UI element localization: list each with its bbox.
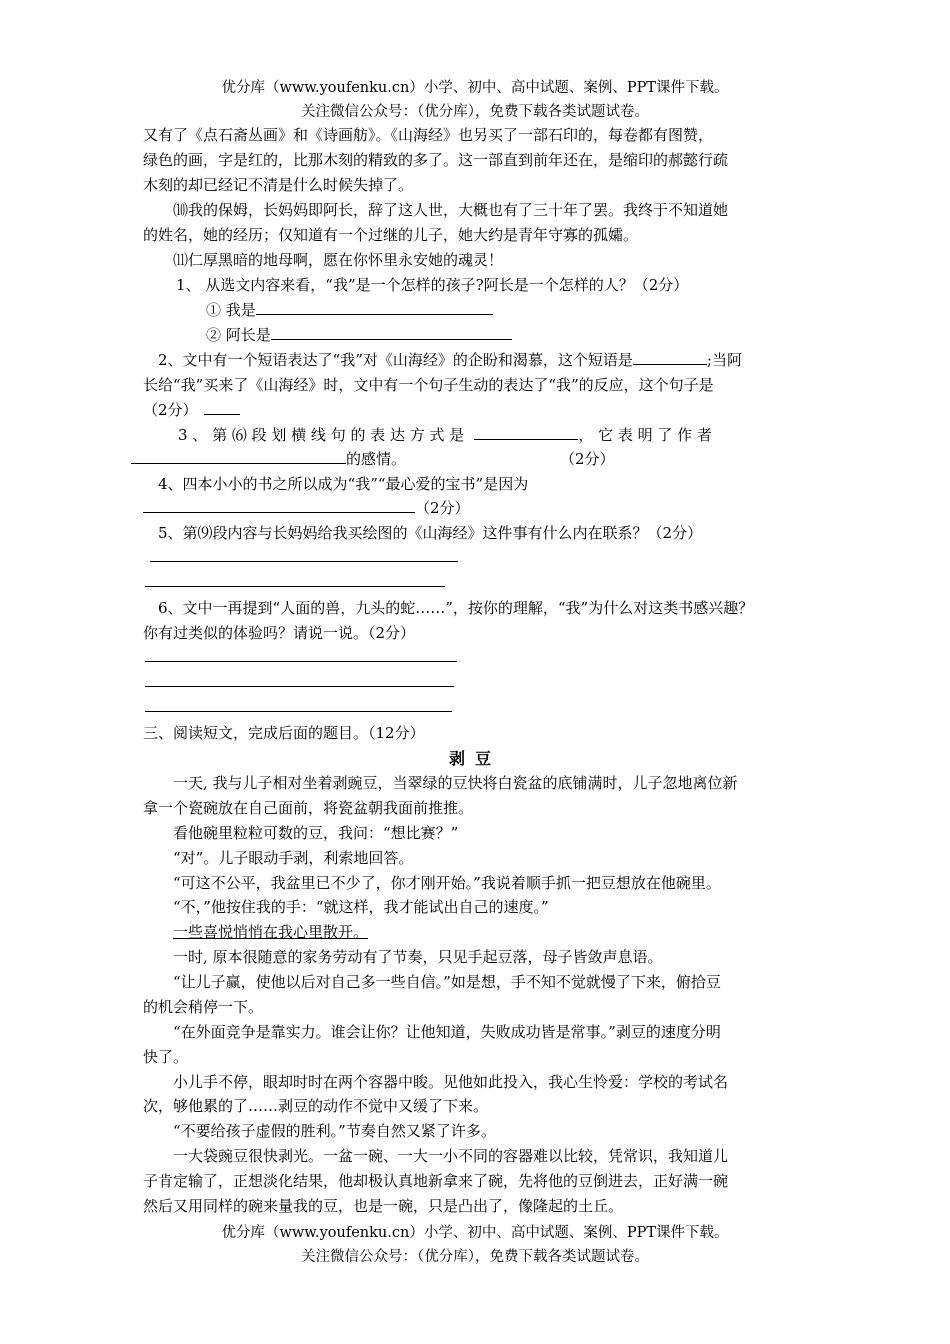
question-2 bbox=[158, 349, 742, 370]
answer-line[interactable] bbox=[145, 686, 454, 687]
score-label: （2分） bbox=[415, 499, 470, 517]
footer-line-1: 优分库（www.youfenku.cn）小学、初中、高中试题、案例、PPT课件下载。 bbox=[221, 1225, 729, 1241]
paragraph: “在外面竞争是靠实力。谁会让你？让他知道，失败成功皆是常事。”剥豆的速度分明 bbox=[173, 1023, 721, 1041]
question-2-text: 2、文中有一个短语表达了“我”对《山海经》的企盼和渴慕，这个短语是 bbox=[158, 351, 633, 369]
question-4: 4、四本小小的书之所以成为“我”“最心爱的宝书”是因为 bbox=[158, 475, 529, 493]
footer-line-2: 关注微信公众号：（优分库），免费下载各类试题试卷。 bbox=[301, 1249, 649, 1265]
question-3-score: （2分） bbox=[560, 450, 615, 468]
paragraph: 小儿手不停，眼却时时在两个容器中睃。见他如此投入，我心生怜爱：学校的考试名 bbox=[173, 1073, 729, 1091]
paragraph: “可这不公平，我盆里已不少了，你才刚开始。”我说着顺手抓一把豆想放在他碗里。 bbox=[173, 874, 721, 892]
question-1a bbox=[206, 299, 493, 320]
paragraph-cont: 快了。 bbox=[143, 1048, 189, 1066]
paragraph-cont: 拿一个瓷碗放在自己面前，将瓷盆朝我面前推推。 bbox=[143, 799, 474, 817]
passage-line: 绿色的画，字是红的，比那木刻的精致的多了。这一部直到前年还在，是缩印的郝懿行疏 bbox=[143, 151, 729, 169]
paragraph-10-cont: 的姓名，她的经历；仅知道有一个过继的儿子，她大约是青年守寡的孤孀。 bbox=[143, 226, 639, 244]
score-label: （2分） bbox=[143, 401, 198, 419]
question-2-score bbox=[143, 399, 240, 420]
question-6: 6、文中一再提到“人面的兽，九头的蛇……”，按你的理解，“我”为什么对这类书感兴趣？ bbox=[158, 599, 754, 617]
paragraph: “对”。儿子眼动手剥，利索地回答。 bbox=[173, 849, 414, 867]
question-2-cont: 长给“我”买来了《山海经》时，文中有一个句子生动的表达了“我”的反应，这个句子是 bbox=[143, 376, 714, 394]
section-3-heading: 三、阅读短文，完成后面的题目。（12分） bbox=[143, 724, 425, 742]
answer-blank[interactable] bbox=[143, 497, 415, 513]
underlined-sentence: 一些喜悦悄悄在我心里散开。 bbox=[173, 923, 369, 941]
paragraph: “不要给孩子虚假的胜利。”节奏自然又紧了许多。 bbox=[173, 1122, 496, 1140]
question-5: 5、第⑼段内容与长妈妈给我买绘图的《山海经》这件事有什么内在联系？（2分） bbox=[158, 524, 703, 542]
question-3 bbox=[178, 424, 712, 445]
passage-title: 剥豆 bbox=[448, 749, 501, 768]
paragraph-cont: 子肯定输了，正想淡化结果，他却极认真地新拿来了碗，先将他的豆倒进去，正好满一碗 bbox=[143, 1172, 729, 1190]
paragraph-cont: 然后又用同样的碗来量我的豆，也是一碗，只是凸出了，像隆起的土丘。 bbox=[143, 1197, 624, 1215]
paragraph: “不，”他按住我的手：“就这样，我才能试出自己的速度。” bbox=[173, 898, 549, 916]
paragraph: 一时, 原本很随意的家务劳动有了节奏，只见手起豆落，母子皆敛声息语。 bbox=[173, 948, 663, 966]
paragraph-cont: 次，够他累的了……剥豆的动作不觉中又缓了下来。 bbox=[143, 1097, 489, 1115]
passage-line: 木刻的却已经记不清是什么时候失掉了。 bbox=[143, 176, 414, 194]
header-line-2: 关注微信公众号：（优分库），免费下载各类试题试卷。 bbox=[301, 104, 649, 120]
question-3-text-post: ， 它 表 明 了 作 者 bbox=[578, 426, 712, 444]
answer-blank[interactable] bbox=[474, 424, 578, 440]
question-1: 1、 从选文内容来看，“我”是一个怎样的孩子?阿长是一个怎样的人？（2分） bbox=[176, 276, 689, 294]
paragraph: 一天, 我与儿子相对坐着剥豌豆，当翠绿的豆快将白瓷盆的底铺满时，儿子忽地离位新 bbox=[173, 774, 738, 792]
paragraph-cont: 的机会稍停一下。 bbox=[143, 998, 264, 1016]
answer-line[interactable] bbox=[145, 586, 445, 587]
question-1a-label: ① 我是 bbox=[206, 301, 256, 319]
question-1b-label: ② 阿长是 bbox=[206, 326, 271, 344]
paragraph-11: ⑾仁厚黑暗的地母啊，愿在你怀里永安她的魂灵！ bbox=[173, 251, 504, 269]
question-3-end: 的感情。 bbox=[346, 450, 407, 468]
answer-line[interactable] bbox=[145, 661, 457, 662]
paragraph: 看他碗里粒粒可数的豆，我问：“想比赛？” bbox=[173, 824, 459, 842]
answer-blank-line[interactable] bbox=[131, 463, 346, 464]
question-2-text-end: ;当阿 bbox=[706, 351, 742, 369]
answer-blank[interactable] bbox=[256, 299, 493, 315]
answer-blank[interactable] bbox=[633, 349, 707, 365]
answer-line[interactable] bbox=[145, 711, 452, 712]
question-6-cont: 你有过类似的体验吗？请说一说。（2分） bbox=[143, 624, 416, 642]
paragraph: “让儿子赢，使他以后对自己多一些自信。”如是想，手不知不觉就慢了下来，俯拾豆 bbox=[173, 973, 721, 991]
passage-line: 又有了《点石斋丛画》和《诗画舫》。《山海经》也另买了一部石印的，每卷都有图赞， bbox=[143, 126, 714, 144]
paragraph: 一大袋豌豆很快剥光。一盆一碗、一大一小不同的容器难以比较，凭常识，我知道儿 bbox=[173, 1147, 729, 1165]
answer-blank[interactable] bbox=[271, 324, 512, 340]
question-4-answer bbox=[143, 497, 470, 518]
answer-blank[interactable] bbox=[204, 399, 240, 415]
question-1b bbox=[206, 324, 512, 345]
question-3-text: 3 、 第 ⑹ 段 划 横 线 句 的 表 达 方 式 是 bbox=[178, 426, 465, 444]
paragraph-10: ⑽我的保姆，长妈妈即阿长，辞了这人世，大概也有了三十年了罢。我终于不知道她 bbox=[173, 201, 729, 219]
header-line-1: 优分库（www.youfenku.cn）小学、初中、高中试题、案例、PPT课件下载。 bbox=[221, 80, 729, 96]
answer-line[interactable] bbox=[150, 561, 458, 562]
